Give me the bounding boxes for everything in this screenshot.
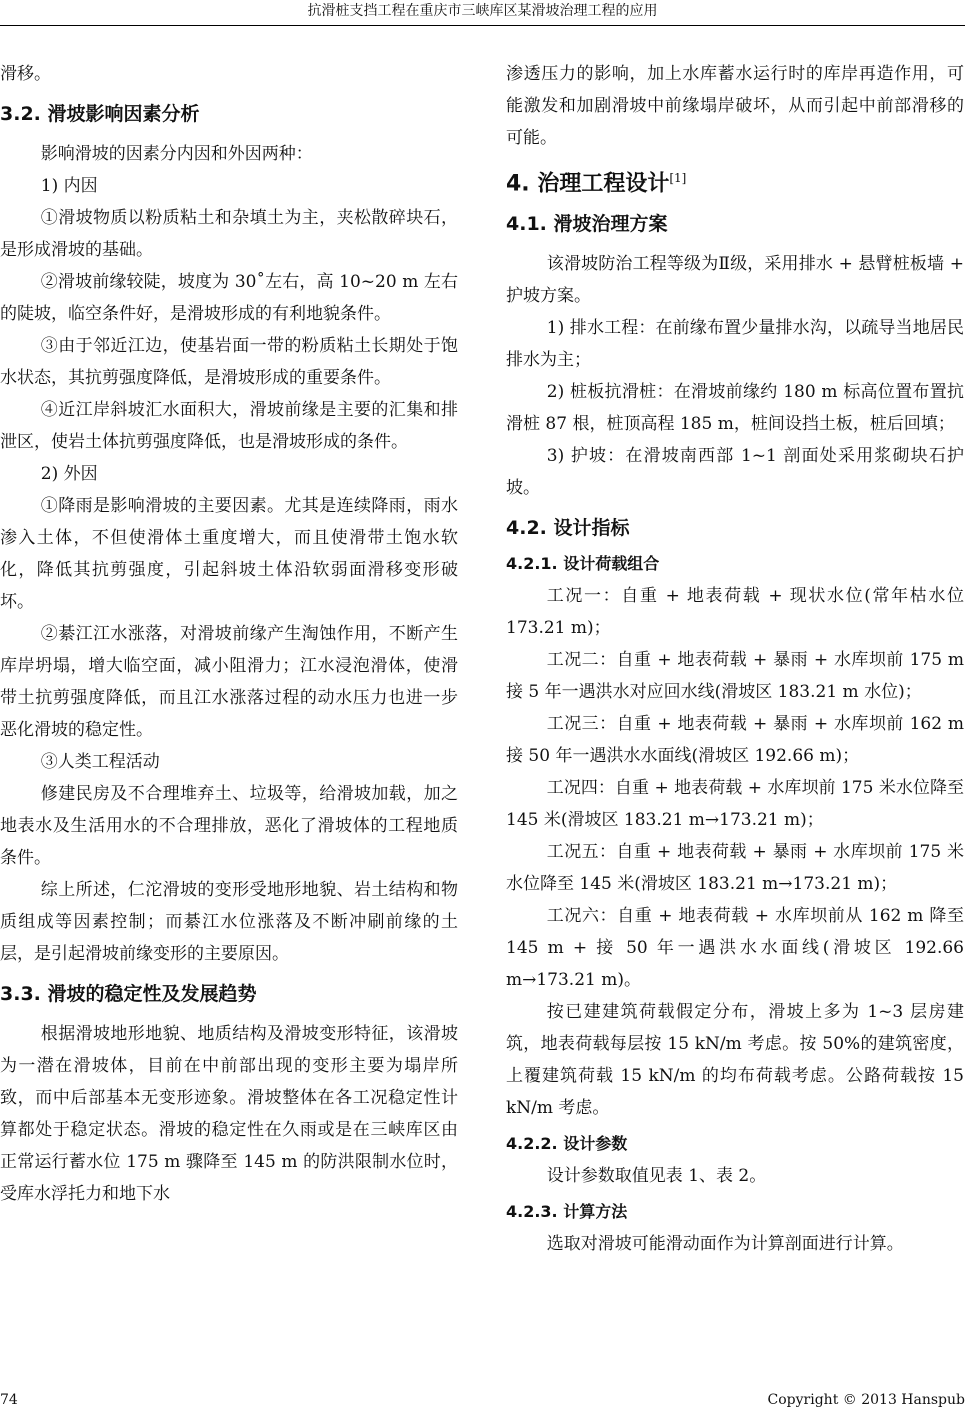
paragraph: 工况五：自重 + 地表荷载 + 暴雨 + 水库坝前 175 米水位降至 145 米(滑坡区 183.21 m→173.21 m)； bbox=[506, 842, 964, 895]
paragraph: 工况三：自重 + 地表荷载 + 暴雨 + 水库坝前 162 m 接 50 年一遇洪水水面线(滑坡区 192.66 m)； bbox=[506, 714, 964, 767]
paragraph: 该滑坡防治工程等级为Ⅱ级，采用排水 + 悬臂桩板墙 + 护坡方案。 bbox=[506, 254, 964, 307]
paragraph: ③人类工程活动 bbox=[40, 752, 160, 772]
paragraph: ②滑坡前缘较陡，坡度为 30˚左右，高 10~20 m 左右的陡坡，临空条件好，是滑坡形成的有利地貌条件。 bbox=[0, 272, 458, 324]
page-number: 74 bbox=[0, 1392, 18, 1408]
left-column bbox=[0, 58, 458, 1210]
copyright-notice: Copyright © 2013 Hanspub bbox=[767, 1392, 965, 1408]
paragraph: ③由于邻近江边，使基岩面一带的粉质粘土长期处于饱水状态，其抗剪强度降低，是滑坡形成的重要条件。 bbox=[0, 336, 458, 388]
paragraph: 按已建建筑荷载假定分布，滑坡上多为 1~3 层房建筑，地表荷载每层按 15 kN/m 考虑。按 50%的建筑密度，上覆建筑荷载 15 kN/m 的均布荷载考虑。公路荷载按 15 kN/m 考虑。 bbox=[506, 1002, 964, 1119]
paragraph: 2) 桩板抗滑桩：在滑坡前缘约 180 m 标高位置布置抗滑桩 87 根，桩顶高程 185 m，桩间设挡土板，桩后回填； bbox=[506, 382, 964, 435]
subsection-heading-4-2-3: 4.2.3. 计算方法 bbox=[506, 1202, 628, 1222]
paragraph: 选取对滑坡可能滑动面作为计算剖面进行计算。 bbox=[546, 1234, 904, 1255]
paragraph: 1) 内因 bbox=[40, 176, 98, 196]
paragraph: 工况二：自重 + 地表荷载 + 暴雨 + 水库坝前 175 m 接 5 年一遇洪水对应回水线(滑坡区 183.21 m 水位)； bbox=[506, 650, 964, 703]
paragraph: 2) 外因 bbox=[40, 464, 98, 484]
section-heading-4-1: 4.1. 滑坡治理方案 bbox=[506, 213, 668, 236]
paragraph: 影响滑坡的因素分内因和外因两种： bbox=[40, 144, 313, 164]
paragraph: 3) 护坡：在滑坡南西部 1~1 剖面处采用浆砌块石护坡。 bbox=[506, 446, 964, 499]
paragraph: 根据滑坡地形地貌、地质结构及滑坡变形特征，该滑坡为一潜在滑坡体，目前在中前部出现的变形主要为塌岸所致，而中后部基本无变形迹象。滑坡整体在各工况稳定性计算都处于稳定状态。滑坡的稳定性在久雨或是在三峡库区由正常运行蓄水位 175 m 骤降至 145 m 的防洪限制水位时，受库水浮托力和地下水 bbox=[0, 1024, 458, 1204]
section-heading-4 bbox=[506, 162, 964, 200]
paragraph: ④近江岸斜坡汇水面积大，滑坡前缘是主要的汇集和排泄区，使岩土体抗剪强度降低，也是滑坡形成的条件。 bbox=[0, 400, 458, 452]
running-header: 抗滑桩支挡工程在重庆市三峡库区某滑坡治理工程的应用 bbox=[307, 3, 658, 19]
paragraph: ①降雨是影响滑坡的主要因素。尤其是连续降雨，雨水渗入土体，不但使滑体土重度增大，而且使滑带土饱水软化，降低其抗剪强度，引起斜坡土体沿软弱面滑移变形破坏。 bbox=[0, 496, 458, 612]
paragraph: 渗透压力的影响，加上水库蓄水运行时的库岸再造作用，可能激发和加剧滑坡中前缘塌岸破坏，从而引起中前部滑移的可能。 bbox=[506, 64, 964, 148]
paragraph: 设计参数取值见表 1、表 2。 bbox=[546, 1166, 767, 1187]
paragraph: 修建民房及不合理堆弃土、垃圾等，给滑坡加载，加之地表水及生活用水的不合理排放，恶化了滑坡体的工程地质条件。 bbox=[0, 784, 458, 868]
paragraph: ②綦江江水涨落，对滑坡前缘产生淘蚀作用，不断产生库岸坍塌，增大临空面，减小阻滑力；江水浸泡滑体，使滑带土抗剪强度降低，而且江水涨落过程的动水压力也进一步恶化滑坡的稳定性。 bbox=[0, 624, 458, 740]
paragraph: 工况一：自重 + 地表荷载 + 现状水位(常年枯水位 173.21 m)； bbox=[506, 586, 964, 639]
paragraph: ①滑坡物质以粉质粘土和杂填土为主，夹松散碎块石，是形成滑坡的基础。 bbox=[0, 208, 458, 260]
subsection-heading-4-2-2: 4.2.2. 设计参数 bbox=[506, 1134, 628, 1154]
right-column bbox=[506, 58, 964, 1260]
paragraph: 综上所述，仁沱滑坡的变形受地形地貌、岩土结构和物质组成等因素控制；而綦江水位涨落及不断冲刷前缘的土层，是引起滑坡前缘变形的主要原因。 bbox=[0, 880, 458, 964]
section-heading-4-text: 4. 治理工程设计 bbox=[506, 171, 670, 197]
paragraph: 1) 排水工程：在前缘布置少量排水沟，以疏导当地居民排水为主； bbox=[506, 318, 964, 371]
section-heading-3-3: 3.3. 滑坡的稳定性及发展趋势 bbox=[0, 983, 257, 1005]
header-rule bbox=[0, 25, 965, 26]
subsection-heading-4-2-1: 4.2.1. 设计荷载组合 bbox=[506, 554, 660, 574]
citation-ref[interactable]: [1] bbox=[669, 171, 687, 185]
section-heading-3-2: 3.2. 滑坡影响因素分析 bbox=[0, 103, 200, 125]
paragraph: 工况四：自重 + 地表荷载 + 水库坝前 175 米水位降至 145 米(滑坡区 183.21 m→173.21 m)； bbox=[506, 778, 964, 831]
paragraph: 工况六：自重 + 地表荷载 + 水库坝前从 162 m 降至 145 m + 接 50 年一遇洪水水面线(滑坡区 192.66 m→173.21 m)。 bbox=[506, 906, 964, 991]
section-heading-4-2: 4.2. 设计指标 bbox=[506, 517, 630, 540]
paragraph: 滑移。 bbox=[0, 64, 51, 84]
